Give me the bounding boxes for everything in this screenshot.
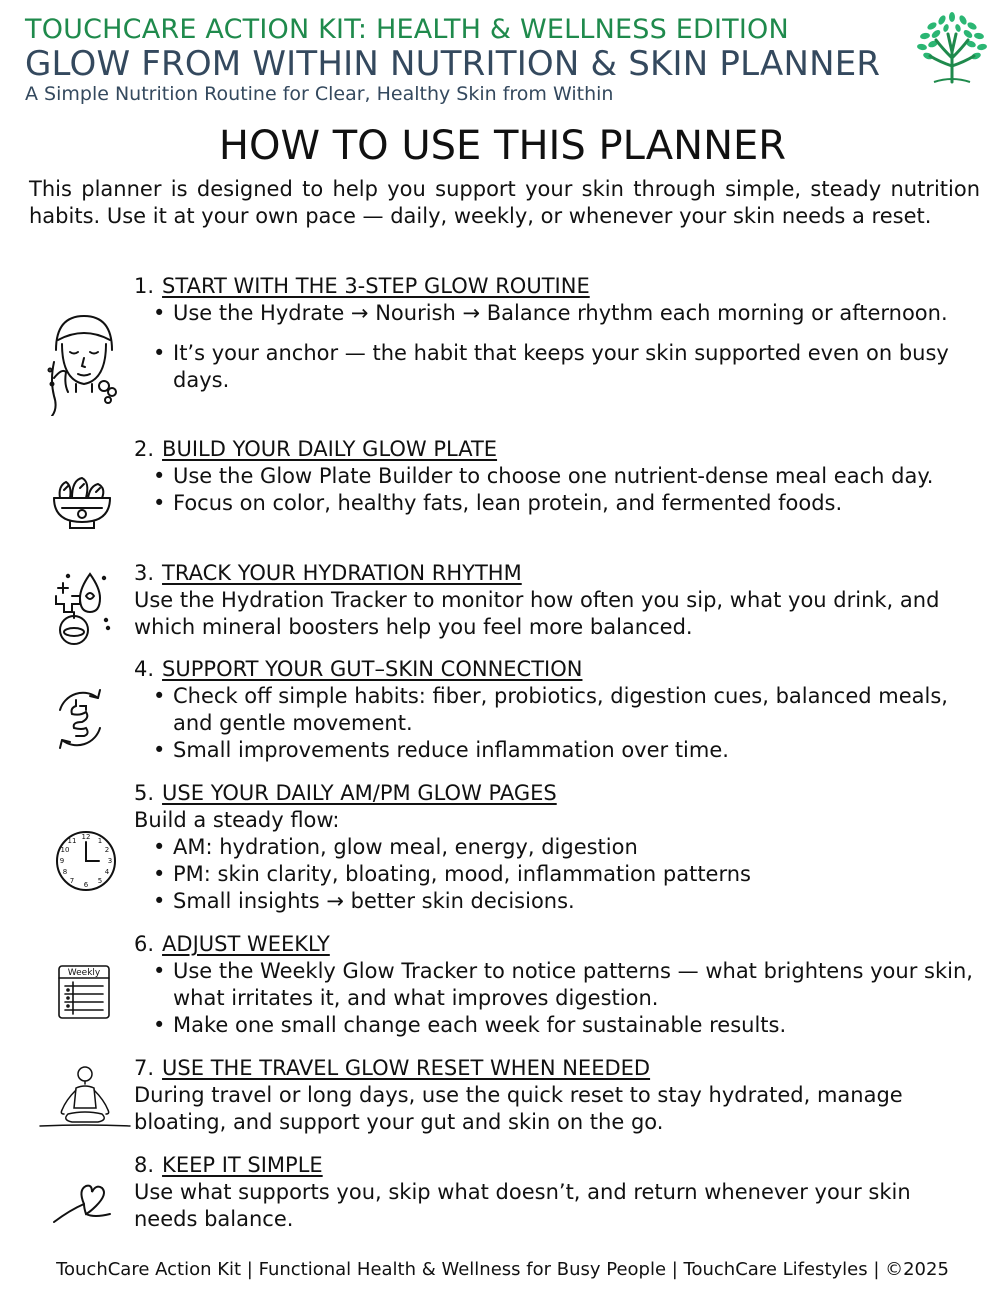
svg-text:10: 10	[60, 846, 70, 854]
step-heading: SUPPORT YOUR GUT–SKIN CONNECTION	[162, 657, 583, 681]
tree-logo-icon	[912, 12, 990, 84]
step-heading: USE THE TRAVEL GLOW RESET WHEN NEEDED	[162, 1056, 651, 1080]
list-item: • Use the Hydrate → Nourish → Balance rhythm each morning or afternoon.	[134, 300, 980, 327]
face-skincare-icon	[44, 310, 124, 416]
list-item: • Make one small change each week for sustainable results.	[134, 1012, 980, 1039]
gut-cycle-icon	[52, 688, 108, 750]
list-item: • It’s your anchor — the habit that keeps your skin supported even on busy days.	[134, 340, 980, 394]
step-number: 8.	[134, 1153, 155, 1177]
step-number: 3.	[134, 561, 155, 585]
step-heading: TRACK YOUR HYDRATION RHYTHM	[162, 561, 522, 585]
step-2	[134, 436, 980, 517]
step-number: 1.	[134, 274, 155, 298]
list-item: • PM: skin clarity, bloating, mood, inflammation patterns	[134, 861, 980, 888]
step-5	[134, 780, 980, 915]
page-title: GLOW FROM WITHIN NUTRITION & SKIN PLANNER	[25, 44, 881, 84]
step-text: During travel or long days, use the quick reset to stay hydrated, manage bloating, and support your gut and skin on the go.	[134, 1083, 903, 1134]
step-number: 2.	[134, 437, 155, 461]
step-text: Build a steady flow:	[134, 808, 340, 832]
list-item: • AM: hydration, glow meal, energy, digestion	[134, 834, 980, 861]
step-number: 5.	[134, 781, 155, 805]
step-heading: BUILD YOUR DAILY GLOW PLATE	[162, 437, 498, 461]
svg-text:7: 7	[69, 877, 75, 885]
svg-text:8: 8	[62, 868, 68, 876]
step-8	[134, 1152, 980, 1233]
list-item: • Use the Glow Plate Builder to choose one nutrient-dense meal each day.	[134, 463, 980, 490]
step-number: 7.	[134, 1056, 155, 1080]
svg-text:6: 6	[83, 881, 89, 889]
section-heading: HOW TO USE THIS PLANNER	[218, 123, 787, 169]
weekly-label: Weekly	[67, 968, 101, 978]
page-subtitle: A Simple Nutrition Routine for Clear, Healthy Skin from Within	[25, 83, 614, 105]
svg-text:1: 1	[97, 837, 103, 845]
svg-text:11: 11	[67, 837, 77, 845]
footer: TouchCare Action Kit | Functional Health & Wellness for Busy People | TouchCare Lifestyles | ©2025	[56, 1259, 949, 1280]
step-heading: KEEP IT SIMPLE	[162, 1153, 323, 1177]
step-4	[134, 656, 980, 764]
list-item: • Focus on color, healthy fats, lean protein, and fermented foods.	[134, 490, 980, 517]
step-text: Use what supports you, skip what doesn’t, and return whenever your skin needs balance.	[134, 1180, 911, 1231]
svg-text:5: 5	[97, 877, 103, 885]
svg-text:12: 12	[81, 833, 91, 841]
step-heading: ADJUST WEEKLY	[162, 932, 330, 956]
step-number: 6.	[134, 932, 155, 956]
list-item: • Use the Weekly Glow Tracker to notice patterns — what brightens your skin, what irritates it, and what improves digestion.	[134, 958, 980, 1012]
step-heading: START WITH THE 3-STEP GLOW ROUTINE	[162, 274, 590, 298]
list-item: • Small improvements reduce inflammation over time.	[134, 737, 980, 764]
kit-title: TOUCHCARE ACTION KIT: HEALTH & WELLNESS EDITION	[25, 14, 789, 45]
list-item: • Check off simple habits: fiber, probiotics, digestion cues, balanced meals, and gentle movement.	[134, 683, 980, 737]
svg-text:3: 3	[107, 857, 113, 865]
list-item: • Small insights → better skin decisions.	[134, 888, 980, 915]
step-text: Use the Hydration Tracker to monitor how often you sip, what you drink, and which mineral boosters help you feel more balanced.	[134, 588, 940, 639]
step-6	[134, 931, 980, 1039]
step-7	[134, 1055, 980, 1136]
clock-icon	[55, 830, 117, 892]
meditation-icon	[38, 1064, 132, 1134]
step-3	[134, 560, 980, 641]
salad-bowl-icon	[50, 470, 114, 532]
step-heading: USE YOUR DAILY AM/PM GLOW PAGES	[162, 781, 557, 805]
water-drop-icon	[50, 570, 114, 646]
svg-text:2: 2	[104, 846, 110, 854]
svg-text:9: 9	[59, 857, 65, 865]
intro-paragraph: This planner is designed to help you support your skin through simple, steady nutrition habits. Use it at your own pace — daily, weekly, or whenever your skin needs a reset.	[29, 177, 980, 228]
svg-text:4: 4	[104, 868, 110, 876]
step-number: 4.	[134, 657, 155, 681]
weekly-calendar-icon	[57, 964, 111, 1020]
heart-icon	[50, 1180, 118, 1230]
step-1	[134, 273, 980, 394]
